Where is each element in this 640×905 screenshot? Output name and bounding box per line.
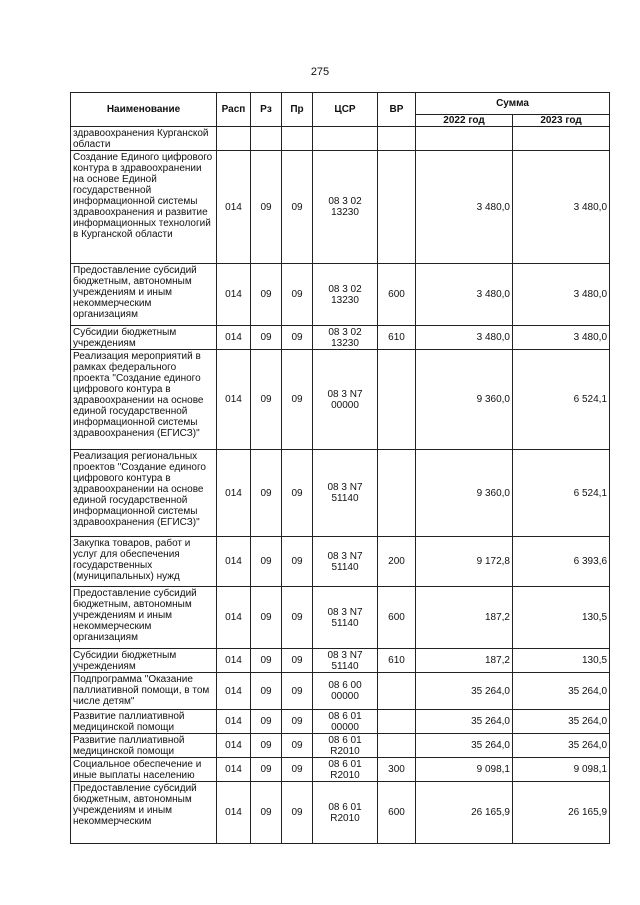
row-pr: 09 bbox=[282, 758, 313, 782]
row-vr bbox=[378, 350, 416, 450]
row-rz: 09 bbox=[251, 537, 282, 587]
row-sum-2022: 35 264,0 bbox=[416, 734, 513, 758]
row-rz: 09 bbox=[251, 450, 282, 537]
row-pr: 09 bbox=[282, 734, 313, 758]
table-row bbox=[71, 649, 610, 673]
row-sum-2022: 9 360,0 bbox=[416, 450, 513, 537]
table-row bbox=[71, 127, 610, 151]
row-csr: 08 3 N7 51140 bbox=[313, 649, 378, 673]
row-rz: 09 bbox=[251, 264, 282, 326]
row-csr: 08 3 02 13230 bbox=[313, 151, 378, 264]
row-sum-2022: 9 360,0 bbox=[416, 350, 513, 450]
row-vr bbox=[378, 127, 416, 151]
row-sum-2023: 6 393,6 bbox=[513, 537, 610, 587]
row-pr: 09 bbox=[282, 710, 313, 734]
table-row bbox=[71, 782, 610, 844]
row-rasp: 014 bbox=[217, 450, 251, 537]
row-sum-2023 bbox=[513, 127, 610, 151]
row-csr: 08 3 N7 51140 bbox=[313, 587, 378, 649]
row-rasp: 014 bbox=[217, 649, 251, 673]
row-pr bbox=[282, 127, 313, 151]
header-year-2022: 2022 год bbox=[416, 115, 513, 127]
row-rz: 09 bbox=[251, 587, 282, 649]
row-csr bbox=[313, 127, 378, 151]
table-row bbox=[71, 710, 610, 734]
row-sum-2022: 3 480,0 bbox=[416, 151, 513, 264]
row-csr: 08 6 01 R2010 bbox=[313, 734, 378, 758]
table-row bbox=[71, 350, 610, 450]
row-sum-2023: 3 480,0 bbox=[513, 151, 610, 264]
row-pr: 09 bbox=[282, 537, 313, 587]
row-rz: 09 bbox=[251, 758, 282, 782]
row-sum-2023: 130,5 bbox=[513, 587, 610, 649]
row-sum-2022: 3 480,0 bbox=[416, 326, 513, 350]
row-vr: 610 bbox=[378, 649, 416, 673]
row-vr: 600 bbox=[378, 782, 416, 844]
row-sum-2023: 6 524,1 bbox=[513, 450, 610, 537]
row-csr: 08 6 01 00000 bbox=[313, 710, 378, 734]
row-name: здравоохранения Курганской области bbox=[71, 127, 217, 151]
row-sum-2022 bbox=[416, 127, 513, 151]
row-name: Субсидии бюджетным учреждениям bbox=[71, 326, 217, 350]
row-sum-2022: 35 264,0 bbox=[416, 673, 513, 710]
row-sum-2023: 35 264,0 bbox=[513, 734, 610, 758]
row-sum-2022: 35 264,0 bbox=[416, 710, 513, 734]
row-rz: 09 bbox=[251, 782, 282, 844]
header-sum: Сумма bbox=[416, 93, 610, 115]
row-rasp: 014 bbox=[217, 587, 251, 649]
row-name: Подпрограмма "Оказание паллиативной помощи, в том числе детям" bbox=[71, 673, 217, 710]
row-csr: 08 3 N7 51140 bbox=[313, 450, 378, 537]
row-pr: 09 bbox=[282, 587, 313, 649]
row-pr: 09 bbox=[282, 326, 313, 350]
row-rasp: 014 bbox=[217, 782, 251, 844]
row-pr: 09 bbox=[282, 673, 313, 710]
row-vr: 600 bbox=[378, 264, 416, 326]
row-rasp: 014 bbox=[217, 350, 251, 450]
row-name: Субсидии бюджетным учреждениям bbox=[71, 649, 217, 673]
row-name: Создание Единого цифрового контура в здравоохранении на основе Единой государственной информационной системы здравоохранения и развитие информационных технологий в Курганской области bbox=[71, 151, 217, 264]
table-row bbox=[71, 264, 610, 326]
row-name: Развитие паллиативной медицинской помощи bbox=[71, 710, 217, 734]
row-vr: 610 bbox=[378, 326, 416, 350]
row-sum-2022: 3 480,0 bbox=[416, 264, 513, 326]
row-sum-2022: 187,2 bbox=[416, 587, 513, 649]
table-row bbox=[71, 587, 610, 649]
row-sum-2022: 9 172,8 bbox=[416, 537, 513, 587]
row-rasp: 014 bbox=[217, 710, 251, 734]
header-rasp: Расп bbox=[217, 93, 251, 127]
row-csr: 08 3 N7 00000 bbox=[313, 350, 378, 450]
row-vr bbox=[378, 710, 416, 734]
header-rz: Рз bbox=[251, 93, 282, 127]
row-vr bbox=[378, 151, 416, 264]
row-sum-2023: 130,5 bbox=[513, 649, 610, 673]
row-sum-2023: 9 098,1 bbox=[513, 758, 610, 782]
table-row bbox=[71, 326, 610, 350]
row-name: Предоставление субсидий бюджетным, автономным учреждениям и иным некоммерческим организациям bbox=[71, 587, 217, 649]
row-sum-2023: 35 264,0 bbox=[513, 673, 610, 710]
row-pr: 09 bbox=[282, 782, 313, 844]
row-sum-2023: 26 165,9 bbox=[513, 782, 610, 844]
table-body bbox=[71, 127, 610, 844]
table-row bbox=[71, 758, 610, 782]
row-rz: 09 bbox=[251, 649, 282, 673]
row-rasp: 014 bbox=[217, 326, 251, 350]
row-pr: 09 bbox=[282, 649, 313, 673]
row-sum-2022: 9 098,1 bbox=[416, 758, 513, 782]
row-vr bbox=[378, 673, 416, 710]
row-rz: 09 bbox=[251, 151, 282, 264]
row-rz: 09 bbox=[251, 673, 282, 710]
row-rasp: 014 bbox=[217, 758, 251, 782]
row-csr: 08 6 01 R2010 bbox=[313, 758, 378, 782]
row-name: Предоставление субсидий бюджетным, автономным учреждениям и иным некоммерческим bbox=[71, 782, 217, 844]
row-name: Предоставление субсидий бюджетным, автономным учреждениям и иным некоммерческим организациям bbox=[71, 264, 217, 326]
row-sum-2022: 187,2 bbox=[416, 649, 513, 673]
row-name: Реализация мероприятий в рамках федерального проекта "Создание единого цифрового контура в здравоохранении на основе единой государственной информационной системы здравоохранения (ЕГИСЗ)" bbox=[71, 350, 217, 450]
row-name: Закупка товаров, работ и услуг для обеспечения государственных (муниципальных) нужд bbox=[71, 537, 217, 587]
row-rasp bbox=[217, 127, 251, 151]
row-csr: 08 6 00 00000 bbox=[313, 673, 378, 710]
row-name: Развитие паллиативной медицинской помощи bbox=[71, 734, 217, 758]
row-rz: 09 bbox=[251, 734, 282, 758]
row-rz: 09 bbox=[251, 350, 282, 450]
budget-table bbox=[70, 92, 610, 844]
header-vr: ВР bbox=[378, 93, 416, 127]
row-csr: 08 3 N7 51140 bbox=[313, 537, 378, 587]
table-row bbox=[71, 673, 610, 710]
row-name: Реализация региональных проектов "Создание единого цифрового контура в здравоохранении на основе единой государственной информационной системы здравоохранения (ЕГИСЗ)" bbox=[71, 450, 217, 537]
row-vr: 600 bbox=[378, 587, 416, 649]
row-pr: 09 bbox=[282, 350, 313, 450]
row-vr: 300 bbox=[378, 758, 416, 782]
row-rz: 09 bbox=[251, 710, 282, 734]
row-rasp: 014 bbox=[217, 734, 251, 758]
row-csr: 08 3 02 13230 bbox=[313, 264, 378, 326]
row-pr: 09 bbox=[282, 151, 313, 264]
row-sum-2022: 26 165,9 bbox=[416, 782, 513, 844]
row-pr: 09 bbox=[282, 450, 313, 537]
table-row bbox=[71, 450, 610, 537]
row-rasp: 014 bbox=[217, 537, 251, 587]
row-sum-2023: 3 480,0 bbox=[513, 326, 610, 350]
row-rz: 09 bbox=[251, 326, 282, 350]
table-row bbox=[71, 537, 610, 587]
page-number: 275 bbox=[310, 66, 330, 78]
row-sum-2023: 6 524,1 bbox=[513, 350, 610, 450]
row-vr bbox=[378, 734, 416, 758]
header-year-2023: 2023 год bbox=[513, 115, 610, 127]
row-vr: 200 bbox=[378, 537, 416, 587]
row-pr: 09 bbox=[282, 264, 313, 326]
header-name: Наименование bbox=[71, 93, 217, 127]
table-row bbox=[71, 151, 610, 264]
row-rz bbox=[251, 127, 282, 151]
row-name: Социальное обеспечение и иные выплаты населению bbox=[71, 758, 217, 782]
row-sum-2023: 3 480,0 bbox=[513, 264, 610, 326]
row-rasp: 014 bbox=[217, 151, 251, 264]
row-rasp: 014 bbox=[217, 264, 251, 326]
row-rasp: 014 bbox=[217, 673, 251, 710]
row-vr bbox=[378, 450, 416, 537]
row-csr: 08 6 01 R2010 bbox=[313, 782, 378, 844]
header-csr: ЦСР bbox=[313, 93, 378, 127]
row-sum-2023: 35 264,0 bbox=[513, 710, 610, 734]
row-csr: 08 3 02 13230 bbox=[313, 326, 378, 350]
header-pr: Пр bbox=[282, 93, 313, 127]
table-row bbox=[71, 734, 610, 758]
